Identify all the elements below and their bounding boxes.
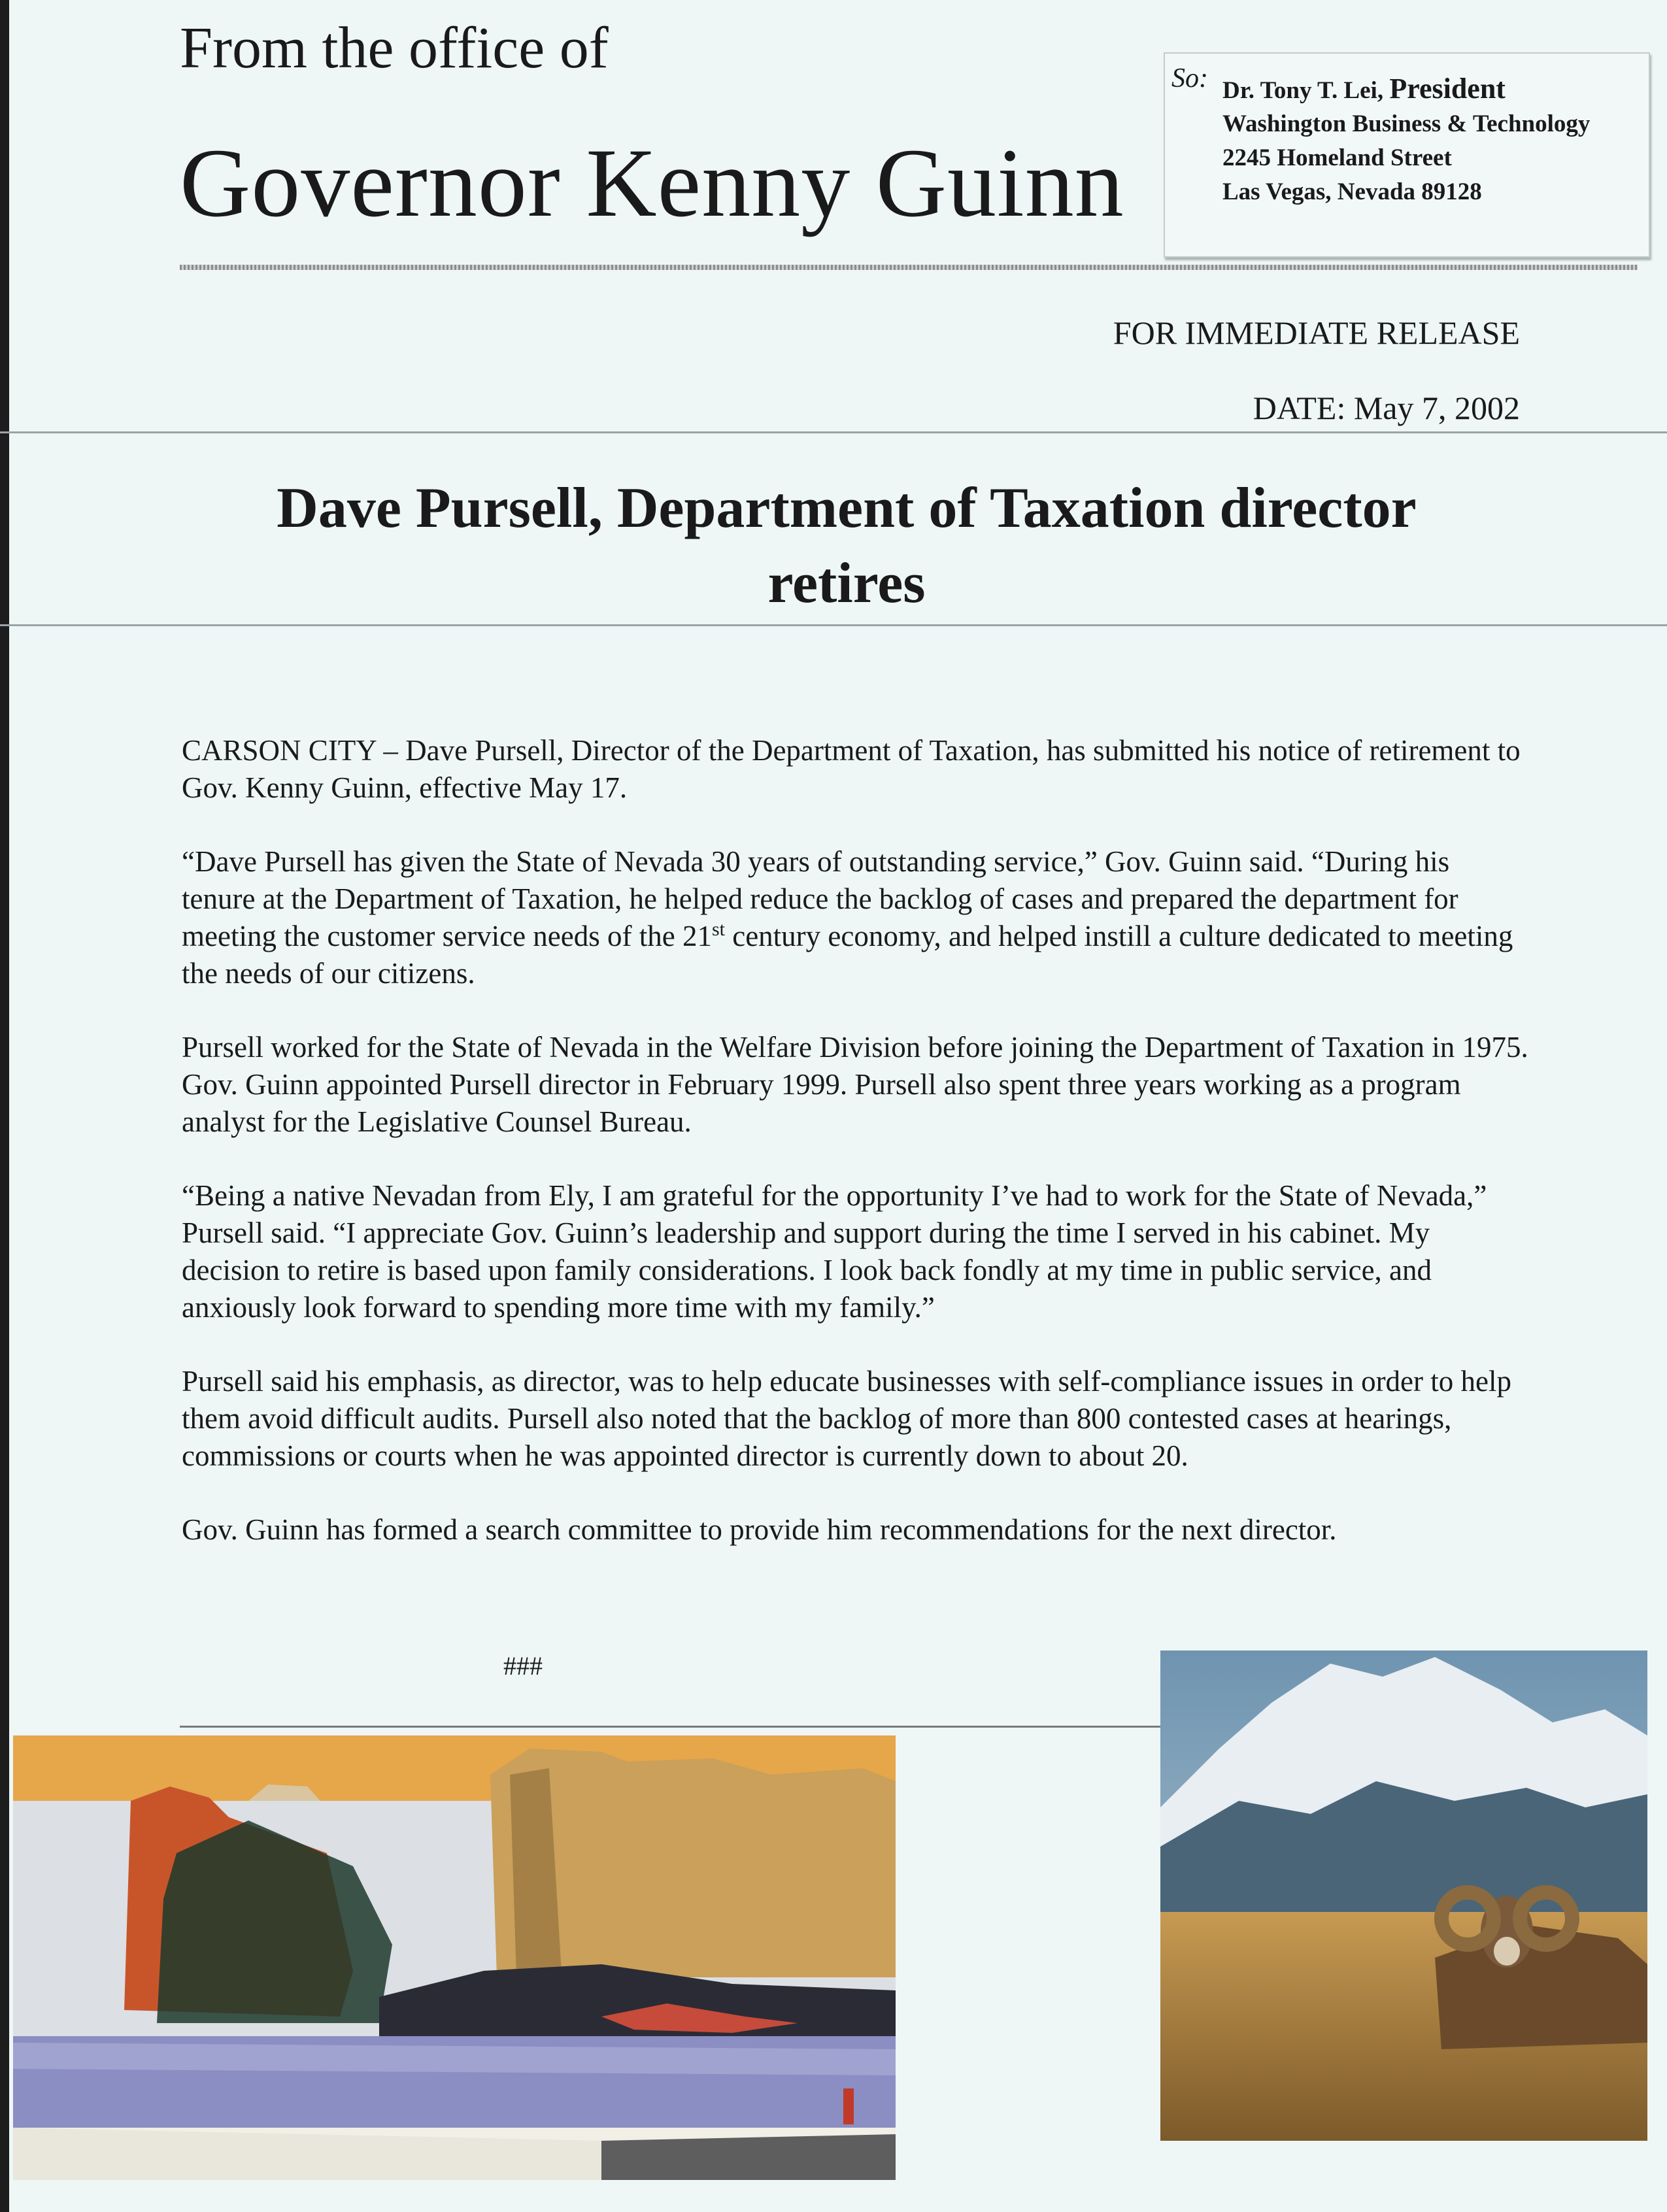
- scan-edge: [0, 0, 9, 2212]
- paragraph-5: Pursell said his emphasis, as director, was to help educate businesses with self-compliance issues in order to help them avoid difficult audits. Pursell also noted that the backlog of more than 800 contested cases at hearings, commissions or courts when he was appointed director is currently down to about 20.: [182, 1365, 1511, 1472]
- paragraph-1: CARSON CITY – Dave Pursell, Director of the Department of Taxation, has submitted his notice of retirement to Gov. Kenny Guinn, effective May 17.: [182, 734, 1521, 804]
- header-rule: [180, 265, 1638, 270]
- recipient-name: [1222, 72, 1506, 105]
- recipient-title: President: [1389, 73, 1506, 105]
- ordinal-suffix: st: [711, 918, 725, 940]
- recipient-street: 2245 Homeland Street: [1222, 144, 1452, 171]
- press-release-body: [182, 732, 1528, 1585]
- governor-name: Governor Kenny Guinn: [180, 129, 1124, 237]
- bottom-rule: [180, 1726, 1160, 1728]
- headline-line1: Dave Pursell, Department of Taxation director: [277, 477, 1417, 540]
- handwritten-mark: So:: [1171, 63, 1208, 93]
- recipient-city: Las Vegas, Nevada 89128: [1222, 178, 1482, 205]
- bighorn-ram-photo: [1160, 1651, 1647, 2141]
- address-label: [1164, 52, 1650, 258]
- recipient-name-prefix: Dr. Tony T. Lei,: [1222, 77, 1384, 104]
- paragraph-4: “Being a native Nevadan from Ely, I am grateful for the opportunity I’ve had to work for the State of Nevada,” Pursell said. “I appreciate Gov. Guinn’s leadership and support during the time I served in his cabinet. My decision to retire is based upon family considerations. I look back fondly at my time in public service, and anxiously look forward to spending more time with my family.”: [182, 1179, 1487, 1324]
- landscape-painting: [13, 1735, 896, 2180]
- headline-line2: retires: [767, 552, 926, 615]
- paragraph-2: [182, 843, 1528, 992]
- paste-strip-edge: [0, 431, 1667, 433]
- paste-strip-edge: [0, 624, 1667, 626]
- paragraph-3: Pursell worked for the State of Nevada in the Welfare Division before joining the Department of Taxation in 1975. Gov. Guinn appointed Pursell director in February 1999. Pursell also spent three years working as a program analyst for the Legislative Counsel Bureau.: [182, 1031, 1528, 1138]
- release-status: FOR IMMEDIATE RELEASE: [1113, 314, 1520, 351]
- paragraph-6: Gov. Guinn has formed a search committee to provide him recommendations for the next director.: [182, 1513, 1337, 1546]
- paragraph-2-part-a: “Dave Pursell has given the State of Nevada 30 years of outstanding service,” Gov. Guinn said. “During his tenure at the Department of Taxation, he helped reduce the backlog of cases and prepared the department for meeting the customer service needs of the 21: [182, 845, 1458, 952]
- recipient-organization: Washington Business & Technology: [1222, 110, 1591, 137]
- release-date: DATE: May 7, 2002: [1253, 390, 1520, 426]
- office-line: From the office of: [180, 16, 609, 80]
- headline: [131, 471, 1562, 621]
- end-mark: ###: [503, 1651, 543, 1681]
- paragraph-2-part-b: century economy, and helped instill a culture dedicated to meeting the needs of our citizens.: [182, 920, 1513, 990]
